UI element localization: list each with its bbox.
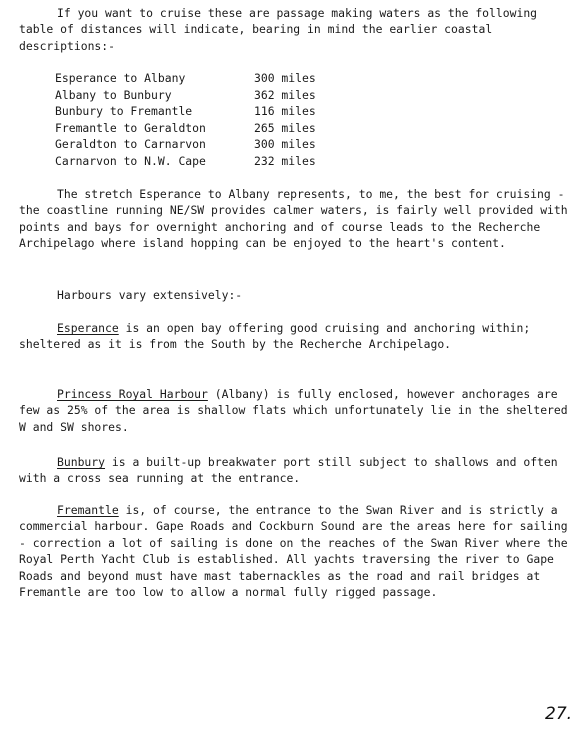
stretch-paragraph xyxy=(19,186,571,252)
intro-paragraph xyxy=(19,5,571,54)
page-number: 27. xyxy=(545,704,573,724)
distance-cell: 300 miles xyxy=(254,137,316,151)
esperance-text: is an open bay offering good cruising and anchoring within; sheltered as it is from the South by the Recherche Archipelago. xyxy=(19,321,531,352)
intro-text: If you want to cruise these are passage making waters as the following table of distances will indicate, bearing in mind the earlier coastal descriptions:- xyxy=(19,6,538,53)
harbours-intro-text: Harbours vary extensively:- xyxy=(57,288,243,302)
distance-table xyxy=(55,70,316,169)
esperance-paragraph xyxy=(19,320,571,353)
stretch-text: The stretch Esperance to Albany represents, to me, the best for cruising - the coastline running NE/SW provides calmer waters, is fairly well provided with points and bays for overnight anchoring and of course leads to the Recherche Archipelago where island hopping can be enjoyed to the heart's content. xyxy=(19,187,568,251)
route-cell: Bunbury to Fremantle xyxy=(55,104,193,118)
fremantle-paragraph xyxy=(19,502,571,600)
distance-cell: 232 miles xyxy=(254,153,316,168)
princess-royal-text: (Albany) is fully enclosed, however anchorages are few as 25% of the area is shallow flats which unfortunately lie in the sheltered W and SW shores. xyxy=(19,387,568,434)
fremantle-heading: Fremantle xyxy=(57,503,119,517)
princess-royal-heading: Princess Royal Harbour xyxy=(57,387,208,401)
table-row xyxy=(55,120,316,137)
route-cell: Geraldton to Carnarvon xyxy=(55,137,206,151)
route-cell: Albany to Bunbury xyxy=(55,87,172,102)
distance-cell: 265 miles xyxy=(254,120,316,135)
table-row xyxy=(55,70,316,87)
table-row xyxy=(55,87,316,104)
distance-cell: 116 miles xyxy=(254,104,316,118)
route-cell: Fremantle to Geraldton xyxy=(55,120,206,135)
route-cell: Carnarvon to N.W. Cape xyxy=(55,153,206,168)
bunbury-heading: Bunbury xyxy=(57,455,106,469)
distance-cell: 362 miles xyxy=(254,87,316,102)
table-row xyxy=(55,103,316,120)
fremantle-text: is, of course, the entrance to the Swan River and is strictly a commercial harbour. Gape Roads and Cockburn Sound are the areas here for sailing - correction a lot of sailing is done on the reaches of the Swan River where the Royal Perth Yacht Club is established. All yachts traversing the river to Gape Roads and beyond must have mast tabernackles as the road and rail bridges at Fremantle are too low to allow a normal fully rigged passage. xyxy=(19,503,568,600)
harbours-heading xyxy=(19,287,571,303)
esperance-heading: Esperance xyxy=(57,321,119,335)
princess-royal-paragraph xyxy=(19,386,571,435)
distance-cell: 300 miles xyxy=(254,71,316,85)
route-cell: Esperance to Albany xyxy=(55,71,186,85)
bunbury-paragraph xyxy=(19,454,571,487)
table-row xyxy=(55,153,316,170)
bunbury-text: is a built-up breakwater port still subject to shallows and often with a cross sea running at the entrance. xyxy=(19,455,558,486)
table-row xyxy=(55,136,316,153)
